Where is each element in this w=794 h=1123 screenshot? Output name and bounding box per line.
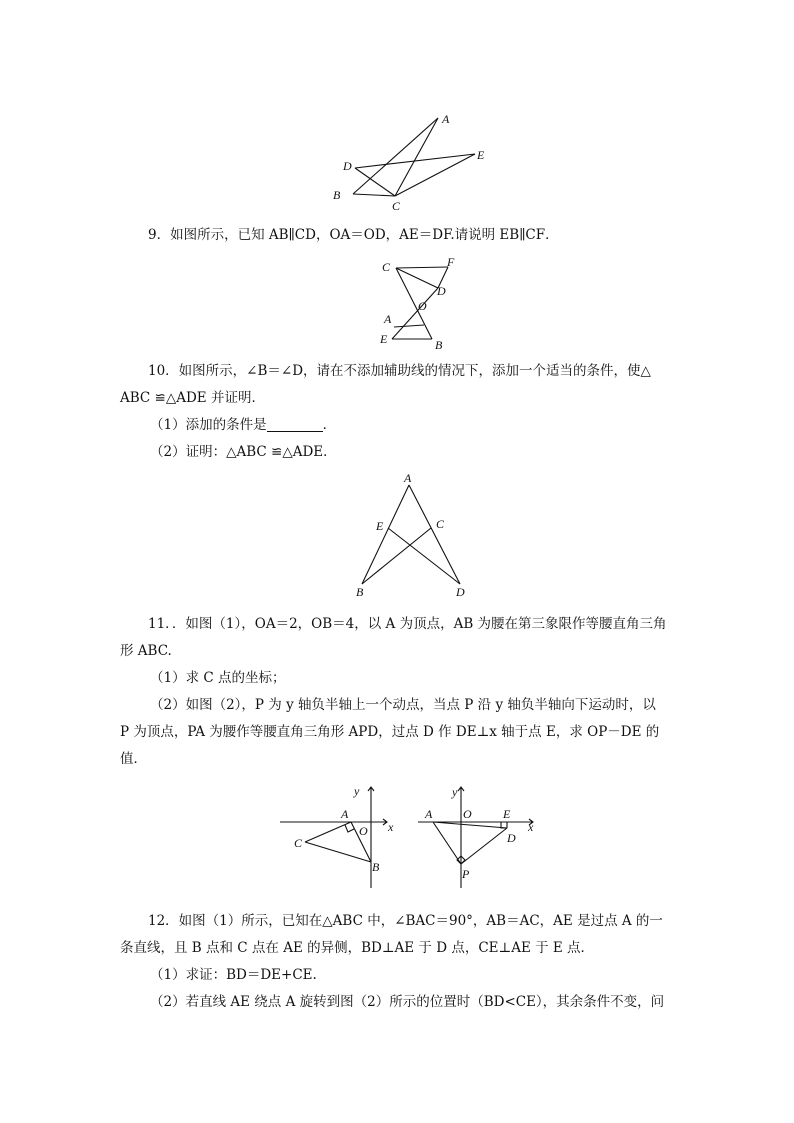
label-b: B (435, 338, 443, 352)
label-p: P (462, 867, 470, 881)
figure-q11-2 (415, 782, 545, 892)
sub-1-prefix: （1）添加的条件是 (150, 417, 267, 433)
label-y: y (452, 785, 458, 799)
label-b: B (372, 860, 380, 874)
label-e: E (376, 519, 384, 533)
label-x: x (528, 820, 534, 834)
label-a: A (442, 112, 450, 126)
label-x: x (388, 820, 394, 834)
figure-q10 (350, 470, 475, 600)
label-c: C (436, 517, 445, 531)
label-e: E (503, 807, 511, 821)
label-a: A (425, 807, 433, 821)
question-12-sub-1: （1）求证：BD＝DE+CE. (150, 967, 317, 983)
question-10-sub-1 (150, 412, 710, 439)
question-11-sub-2-line-1: （2）如图（2），P 为 y 轴负半轴上一个动点，当点 P 沿 y 轴负半轴向下运动时，以 (150, 697, 656, 713)
label-b: B (333, 188, 341, 202)
label-a: A (384, 312, 392, 326)
label-d: D (507, 831, 516, 845)
question-11-sub-1: （1）求 C 点的坐标； (150, 670, 286, 686)
answer-blank[interactable] (267, 417, 323, 432)
label-e: E (380, 332, 388, 346)
question-12-line-1: 12．如图（1）所示，已知在△ABC 中，∠BAC＝90°，AB＝AC，AE 是过点 A 的一 (148, 913, 663, 929)
label-o: O (359, 824, 368, 838)
question-12-line-2: 条直线，且 B 点和 C 点在 AE 的异侧，BD⊥AE 于 D 点，CE⊥AE 于 E 点． (120, 940, 595, 956)
label-a: A (404, 471, 412, 485)
label-d: D (343, 159, 352, 173)
figure-q11-1 (275, 782, 400, 892)
question-9: 9．如图所示，已知 AB∥CD，OA＝OD，AE＝DF.请说明 EB∥CF． (148, 227, 559, 243)
figure-q9 (372, 255, 467, 353)
label-d: D (437, 284, 446, 298)
label-o: O (418, 299, 427, 313)
question-10-line-2: ABC ≌△ADE 并证明． (120, 390, 265, 406)
question-12-sub-2: （2）若直线 AE 绕点 A 旋转到图（2）所示的位置时（BD<CE），其余条件不变，问 (150, 994, 665, 1010)
figure-triangles-top (325, 110, 495, 215)
question-11-line-1: 11．．如图（1），OA＝2，OB＝4，以 A 为顶点，AB 为腰在第三象限作等腰直角三角 (148, 616, 667, 632)
label-c: C (294, 836, 303, 850)
label-o: O (463, 807, 472, 821)
question-11-sub-2-line-3: 值． (120, 751, 147, 767)
sub-1-suffix: ． (322, 417, 337, 433)
label-b: B (356, 585, 364, 599)
question-11-line-2: 形 ABC. (120, 643, 172, 659)
label-c: C (392, 199, 401, 213)
label-f: F (447, 255, 455, 269)
label-d: D (456, 585, 465, 599)
question-10-line-1: 10．如图所示，∠B＝∠D，请在不添加辅助线的情况下，添加一个适当的条件，使△ (148, 363, 651, 379)
label-c: C (382, 260, 391, 274)
question-10-sub-2: （2）证明：△ABC ≌△ADE． (150, 444, 337, 460)
label-y: y (354, 784, 360, 798)
question-11-sub-2-line-2: P 为顶点，PA 为腰作等腰直角三角形 APD，过点 D 作 DE⊥x 轴于点 E，求 OP－DE 的 (120, 724, 660, 740)
label-a: A (341, 807, 349, 821)
label-e: E (477, 148, 485, 162)
